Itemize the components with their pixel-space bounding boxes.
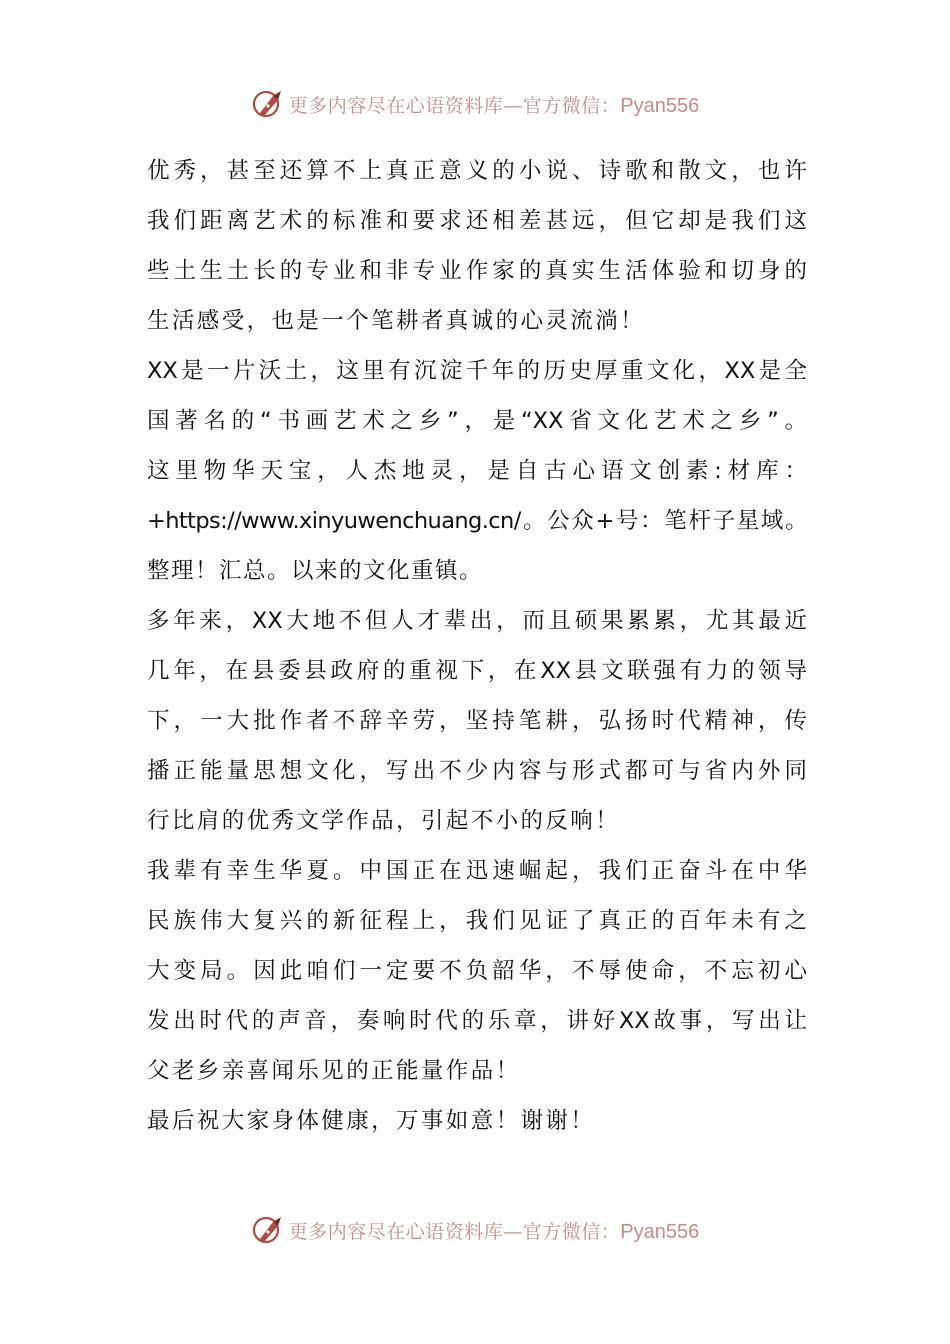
document-body: [147, 146, 807, 1146]
text-line: 父老乡亲喜闻乐见的正能量作品！: [147, 1058, 521, 1084]
banner-wechat-id: Pyan556: [620, 94, 700, 117]
text-line: 播正能量思想文化，写出不少内容与形式都可与省内外同: [147, 758, 807, 784]
text-line: 几年，在县委县政府的重视下，在XX县文联强有力的领导: [147, 658, 807, 684]
text-line: 我辈有幸生华夏。中国正在迅速崛起，我们正奋斗在中华: [147, 858, 807, 884]
text-line: 我们距离艺术的标准和要求还相差甚远，但它却是我们这: [147, 208, 807, 234]
text-line: 些土生土长的专业和非专业作家的真实生活体验和切身的: [147, 258, 807, 284]
text-line: +https://www.xinyuwenchuang.cn/。公众+号：笔杆子星域。: [147, 508, 807, 534]
pen-nib-logo-icon: [251, 1213, 285, 1247]
banner-wechat-id: Pyan556: [620, 1220, 700, 1243]
footer-banner: [0, 1210, 950, 1250]
header-banner: [0, 84, 950, 124]
banner-text: 更多内容尽在心语资料库—官方微信：Pyan556: [288, 94, 700, 117]
text-line: 最后祝大家身体健康，万事如意！谢谢！: [147, 1108, 596, 1134]
text-line: 整理！汇总。以来的文化重镇。: [147, 558, 484, 584]
text-line: 行比肩的优秀文学作品，引起不小的反响！: [147, 808, 621, 834]
text-line: 大变局。因此咱们一定要不负韶华，不辱使命，不忘初心: [147, 958, 807, 984]
text-line: 这里物华天宝，人杰地灵，是自古心语文创素:材库：: [147, 458, 807, 484]
text-line: 生活感受，也是一个笔耕者真诚的心灵流淌！: [147, 308, 646, 334]
text-line: 发出时代的声音，奏响时代的乐章，讲好XX故事，写出让: [147, 1008, 807, 1034]
pen-nib-logo-icon: [251, 87, 285, 121]
text-line: 国著名的“书画艺术之乡”，是“XX省文化艺术之乡”。: [147, 408, 807, 434]
text-line: 优秀，甚至还算不上真正意义的小说、诗歌和散文，也许: [147, 158, 807, 184]
text-line: 下，一大批作者不辞辛劳，坚持笔耕，弘扬时代精神，传: [147, 708, 807, 734]
text-line: XX是一片沃土，这里有沉淀千年的历史厚重文化，XX是全: [147, 358, 807, 384]
banner-text: 更多内容尽在心语资料库—官方微信：Pyan556: [288, 1220, 700, 1243]
text-line: 民族伟大复兴的新征程上，我们见证了真正的百年未有之: [147, 908, 807, 934]
text-line: 多年来，XX大地不但人才辈出，而且硕果累累，尤其最近: [147, 608, 807, 634]
